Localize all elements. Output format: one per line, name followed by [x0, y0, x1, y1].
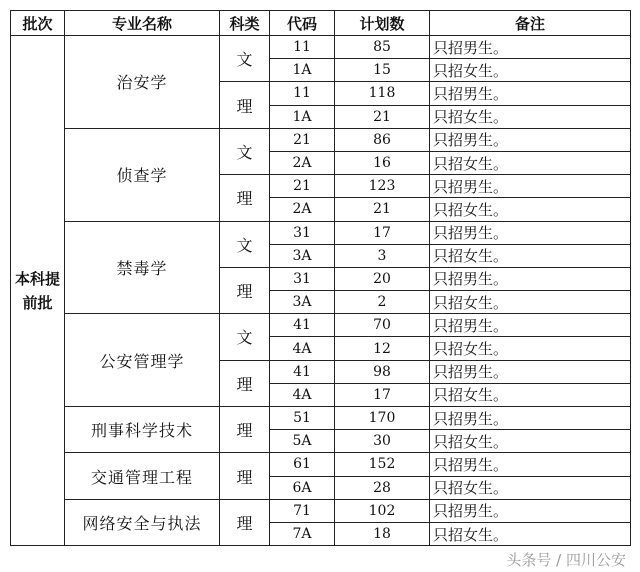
code-cell: 11 [270, 36, 335, 59]
plan-cell: 21 [335, 198, 430, 221]
table-row [11, 453, 631, 476]
plan-cell: 86 [335, 128, 430, 151]
code-cell: 4A [270, 337, 335, 360]
table-row [11, 128, 631, 151]
major-cell: 交通管理工程 [65, 453, 220, 499]
major-cell: 禁毒学 [65, 221, 220, 314]
header-code: 代码 [270, 11, 335, 36]
header-category: 科类 [220, 11, 270, 36]
code-cell: 2A [270, 151, 335, 174]
plan-cell: 18 [335, 522, 430, 545]
code-cell: 71 [270, 499, 335, 522]
plan-cell: 70 [335, 314, 430, 337]
category-cell: 理 [220, 175, 270, 221]
code-cell: 41 [270, 360, 335, 383]
major-cell: 网络安全与执法 [65, 499, 220, 545]
plan-cell: 21 [335, 105, 430, 128]
admission-plan-table [10, 10, 631, 546]
header-major: 专业名称 [65, 11, 220, 36]
watermark: 头条号 / 四川公安 [506, 551, 626, 569]
code-cell: 21 [270, 175, 335, 198]
code-cell: 3A [270, 291, 335, 314]
plan-cell: 152 [335, 453, 430, 476]
note-cell: 只招女生。 [430, 151, 631, 174]
plan-cell: 170 [335, 407, 430, 430]
code-cell: 61 [270, 453, 335, 476]
code-cell: 21 [270, 128, 335, 151]
header-plan: 计划数 [335, 11, 430, 36]
code-cell: 31 [270, 267, 335, 290]
note-cell: 只招女生。 [430, 105, 631, 128]
header-row [11, 11, 631, 36]
plan-cell: 28 [335, 476, 430, 499]
note-cell: 只招男生。 [430, 453, 631, 476]
category-cell: 文 [220, 128, 270, 174]
plan-cell: 98 [335, 360, 430, 383]
note-cell: 只招女生。 [430, 383, 631, 406]
plan-cell: 12 [335, 337, 430, 360]
category-cell: 理 [220, 267, 270, 313]
note-cell: 只招男生。 [430, 314, 631, 337]
table-row [11, 221, 631, 244]
note-cell: 只招女生。 [430, 337, 631, 360]
category-cell: 文 [220, 36, 270, 82]
note-cell: 只招男生。 [430, 499, 631, 522]
note-cell: 只招女生。 [430, 59, 631, 82]
major-cell: 刑事科学技术 [65, 407, 220, 453]
note-cell: 只招男生。 [430, 407, 631, 430]
plan-cell: 17 [335, 383, 430, 406]
plan-cell: 16 [335, 151, 430, 174]
code-cell: 41 [270, 314, 335, 337]
plan-cell: 20 [335, 267, 430, 290]
category-cell: 文 [220, 221, 270, 267]
note-cell: 只招男生。 [430, 267, 631, 290]
major-cell: 侦查学 [65, 128, 220, 221]
code-cell: 3A [270, 244, 335, 267]
code-cell: 31 [270, 221, 335, 244]
note-cell: 只招女生。 [430, 522, 631, 545]
note-cell: 只招女生。 [430, 291, 631, 314]
code-cell: 2A [270, 198, 335, 221]
note-cell: 只招女生。 [430, 198, 631, 221]
category-cell: 理 [220, 407, 270, 453]
note-cell: 只招男生。 [430, 221, 631, 244]
category-cell: 理 [220, 453, 270, 499]
table-row [11, 407, 631, 430]
category-cell: 理 [220, 360, 270, 406]
code-cell: 5A [270, 430, 335, 453]
plan-cell: 118 [335, 82, 430, 105]
note-cell: 只招男生。 [430, 175, 631, 198]
header-note: 备注 [430, 11, 631, 36]
note-cell: 只招女生。 [430, 430, 631, 453]
major-cell: 公安管理学 [65, 314, 220, 407]
plan-cell: 102 [335, 499, 430, 522]
category-cell: 理 [220, 499, 270, 545]
table-row [11, 36, 631, 59]
code-cell: 1A [270, 59, 335, 82]
code-cell: 4A [270, 383, 335, 406]
code-cell: 6A [270, 476, 335, 499]
note-cell: 只招男生。 [430, 128, 631, 151]
code-cell: 7A [270, 522, 335, 545]
major-cell: 治安学 [65, 36, 220, 129]
plan-cell: 123 [335, 175, 430, 198]
plan-cell: 15 [335, 59, 430, 82]
table-row [11, 499, 631, 522]
header-batch: 批次 [11, 11, 65, 36]
plan-cell: 17 [335, 221, 430, 244]
code-cell: 51 [270, 407, 335, 430]
table-row [11, 314, 631, 337]
category-cell: 理 [220, 82, 270, 128]
plan-cell: 85 [335, 36, 430, 59]
note-cell: 只招男生。 [430, 82, 631, 105]
note-cell: 只招男生。 [430, 360, 631, 383]
code-cell: 1A [270, 105, 335, 128]
code-cell: 11 [270, 82, 335, 105]
note-cell: 只招女生。 [430, 476, 631, 499]
plan-cell: 3 [335, 244, 430, 267]
note-cell: 只招男生。 [430, 36, 631, 59]
batch-cell: 本科提前批 [11, 36, 65, 546]
category-cell: 文 [220, 314, 270, 360]
note-cell: 只招女生。 [430, 244, 631, 267]
admission-plan-table-container [10, 10, 631, 546]
plan-cell: 30 [335, 430, 430, 453]
plan-cell: 2 [335, 291, 430, 314]
